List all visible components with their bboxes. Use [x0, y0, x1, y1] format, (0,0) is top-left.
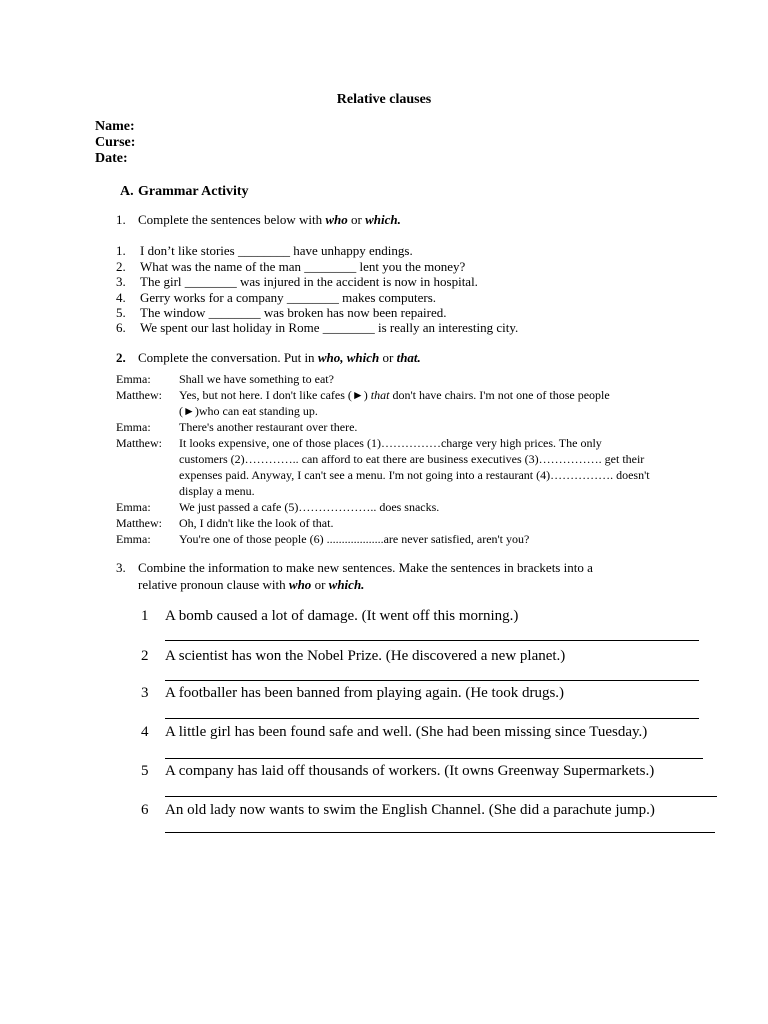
- answer-line[interactable]: [165, 718, 699, 719]
- instruction-text: or: [311, 577, 329, 592]
- conversation-line: We just passed a cafe (5)……………….. does snacks.: [179, 500, 440, 514]
- answer-line[interactable]: [165, 832, 715, 833]
- conversation-line: display a menu.: [179, 484, 255, 498]
- section-heading: [120, 184, 249, 200]
- q3-item-number: 4: [141, 724, 149, 740]
- conversation-line: [179, 388, 610, 403]
- question-number: 2.: [116, 350, 126, 365]
- q1-item: [116, 243, 413, 259]
- speaker: Matthew:: [116, 388, 162, 402]
- conversation-line: Oh, I didn't like the look of that.: [179, 516, 334, 530]
- course-label: Curse:: [95, 135, 136, 150]
- item-number: 1.: [116, 243, 126, 258]
- conversation-line: You're one of those people (6) ...................are never satisfied, aren't you?: [179, 532, 530, 546]
- speaker: Emma:: [116, 532, 151, 546]
- q1-item: [116, 274, 478, 290]
- q1-item: [116, 320, 518, 336]
- section-letter: A.: [120, 184, 134, 199]
- question-number: 1.: [116, 212, 126, 227]
- speaker: Emma:: [116, 420, 151, 434]
- name-label: Name:: [95, 119, 135, 134]
- item-number: 6.: [116, 320, 126, 335]
- q3-item-text: A footballer has been banned from playing again. (He took drugs.): [165, 685, 565, 701]
- q3-item-text: A scientist has won the Nobel Prize. (He discovered a new planet.): [165, 648, 566, 664]
- speaker: Emma:: [116, 500, 151, 514]
- keyword: who: [288, 577, 312, 592]
- instruction-text: ,: [340, 350, 347, 365]
- item-text: The girl ________ was injured in the accident is now in hospital.: [140, 274, 478, 289]
- item-number: 2.: [116, 259, 126, 274]
- line-text: don't have chairs. I'm not one of those people: [389, 388, 610, 402]
- answer-line[interactable]: [165, 680, 699, 681]
- instruction-text: Complete the conversation. Put in: [138, 350, 318, 365]
- date-label: Date:: [95, 151, 128, 166]
- item-number: 5.: [116, 305, 126, 320]
- keyword: which.: [328, 577, 365, 592]
- question-2-instruction: [116, 350, 421, 366]
- q3-item-number: 6: [141, 802, 149, 818]
- answer-line[interactable]: [165, 640, 699, 641]
- conversation-line: customers (2)………….. can afford to eat there are business executives (3)……………. get their: [179, 452, 645, 466]
- instruction-text: or: [379, 350, 397, 365]
- keyword: which.: [365, 212, 401, 227]
- speaker: Emma:: [116, 372, 151, 386]
- q3-item-text: A company has laid off thousands of workers. (It owns Greenway Supermarkets.): [165, 763, 655, 779]
- item-text: I don’t like stories ________ have unhappy endings.: [140, 243, 413, 258]
- keyword: which: [346, 350, 380, 365]
- q1-item: [116, 290, 436, 306]
- line-italic: that: [370, 388, 390, 402]
- instruction-text: relative pronoun clause with: [138, 577, 289, 592]
- item-text: Gerry works for a company ________ makes computers.: [140, 290, 437, 305]
- conversation-line: It looks expensive, one of those places (1)……………charge very high prices. The only: [179, 436, 602, 450]
- item-text: What was the name of the man ________ lent you the money?: [140, 259, 466, 274]
- conversation-line: Shall we have something to eat?: [179, 372, 334, 386]
- speaker: Matthew:: [116, 436, 162, 450]
- item-text: We spent our last holiday in Rome ________ is really an interesting city.: [140, 320, 519, 335]
- instruction-text: Combine the information to make new sentences. Make the sentences in brackets into a: [138, 560, 593, 575]
- conversation-line: There's another restaurant over there.: [179, 420, 358, 434]
- q3-item-text: A bomb caused a lot of damage. (It went off this morning.): [165, 608, 519, 624]
- q3-item-number: 3: [141, 685, 149, 701]
- item-number: 4.: [116, 290, 126, 305]
- instruction-text: Complete the sentences below with: [138, 212, 326, 227]
- q3-item-text: A little girl has been found safe and well. (She had been missing since Tuesday.): [165, 724, 648, 740]
- q3-item-number: 5: [141, 763, 149, 779]
- question-number: 3.: [116, 560, 126, 575]
- section-title: Grammar Activity: [138, 184, 249, 199]
- conversation-line: (►)who can eat standing up.: [179, 404, 318, 418]
- keyword: that.: [396, 350, 421, 365]
- item-text: The window ________ was broken has now been repaired.: [140, 305, 447, 320]
- keyword: who: [317, 350, 341, 365]
- q3-item-number: 2: [141, 648, 149, 664]
- answer-line[interactable]: [165, 758, 703, 759]
- q3-item-number: 1: [141, 608, 149, 624]
- q3-item-text: An old lady now wants to swim the English Channel. (She did a parachute jump.): [165, 802, 655, 818]
- page-title: Relative clauses: [336, 92, 432, 107]
- question-3-instruction: [116, 560, 593, 576]
- item-number: 3.: [116, 274, 126, 289]
- q1-item: [116, 259, 465, 275]
- conversation-line: expenses paid. Anyway, I can't see a menu. I'm not going into a restaurant (4)……………. doesn't: [179, 468, 650, 482]
- answer-line[interactable]: [165, 796, 717, 797]
- line-text: Yes, but not here. I don't like cafes (►): [179, 388, 371, 402]
- question-1-instruction: [116, 212, 401, 228]
- speaker: Matthew:: [116, 516, 162, 530]
- instruction-text: or: [347, 212, 366, 227]
- question-3-instruction-cont: [138, 577, 364, 593]
- q1-item: [116, 305, 447, 321]
- keyword: who: [325, 212, 348, 227]
